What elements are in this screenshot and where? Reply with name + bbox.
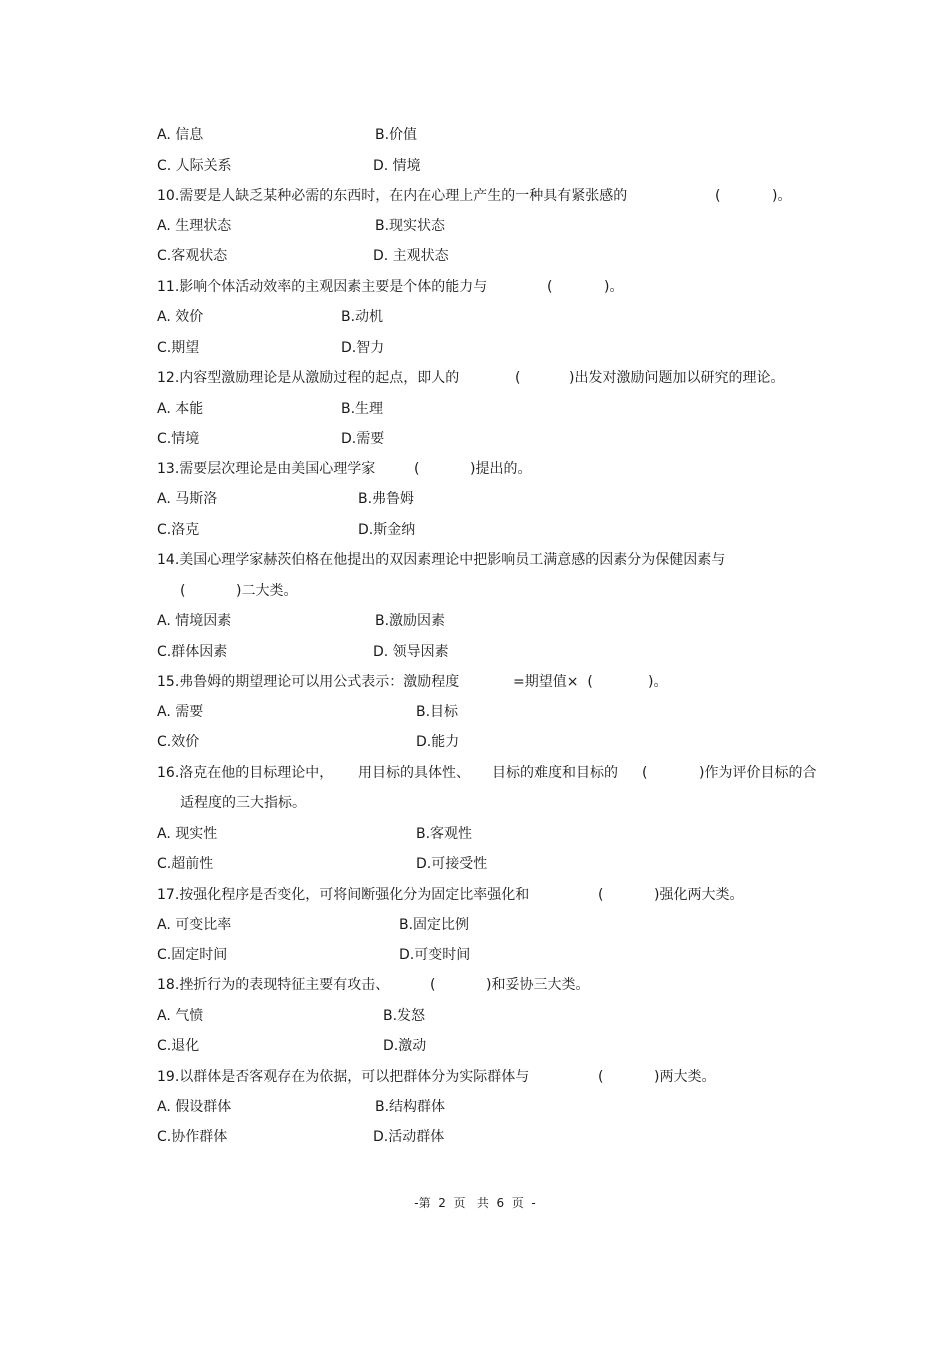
q13-option-b: B.弗鲁姆 [358,491,415,507]
q18-paren: ( [430,977,436,993]
q15-stem: 15.弗鲁姆的期望理论可以用公式表示：激励程度 [157,674,460,690]
q15-option-b: B.目标 [416,704,459,720]
q19-stem: 19.以群体是否客观存在为依据，可以把群体分为实际群体与 [157,1069,530,1085]
q14-tail: )二大类。 [236,583,298,599]
q12-stem: 12.内容型激励理论是从激励过程的起点，即人的 [157,370,460,386]
q16-stem-part2: 用目标的具体性、 [358,765,470,781]
q16-option-c: C.超前性 [157,856,214,872]
q18-option-b: B.发怒 [383,1008,426,1024]
q13-paren: ( [414,461,420,477]
q9-option-b: B.价值 [375,127,418,143]
q14-stem: 14.美国心理学家赫茨伯格在他提出的双因素理论中把影响员工满意感的因素分为保健因素与 [157,552,726,568]
q11-stem: 11.影响个体活动效率的主观因素主要是个体的能力与 [157,279,488,295]
q15-option-c: C.效价 [157,734,200,750]
page-footer: -第 2 页 共 6 页 - [414,1196,536,1210]
q18-option-d: D.激动 [383,1038,427,1054]
q19-option-d: D.活动群体 [373,1129,445,1145]
q13-option-c: C.洛克 [157,522,200,538]
q15-tail: )。 [648,674,668,690]
q16-paren: ( [642,765,648,781]
q17-option-c: C.固定时间 [157,947,228,963]
q16-continuation: 适程度的三大指标。 [180,795,306,811]
q15-option-d: D.能力 [416,734,460,750]
q19-tail: )两大类。 [654,1069,716,1085]
q12-option-a: A. 本能 [157,401,204,417]
q19-option-a: A. 假设群体 [157,1099,232,1115]
q19-paren: ( [598,1069,604,1085]
q17-stem: 17.按强化程序是否变化，可将间断强化分为固定比率强化和 [157,887,530,903]
q19-option-c: C.协作群体 [157,1129,228,1145]
q10-stem: 10.需要是人缺乏某种必需的东西时，在内在心理上产生的一种具有紧张感的 [157,188,628,204]
q11-option-c: C.期望 [157,340,200,356]
q13-tail: )提出的。 [470,461,532,477]
q10-option-b: B.现实状态 [375,218,446,234]
q11-option-d: D.智力 [341,340,385,356]
q18-stem: 18.挫折行为的表现特征主要有攻击、 [157,977,390,993]
q11-option-b: B.动机 [341,309,384,325]
q16-option-d: D.可接受性 [416,856,488,872]
q10-option-a: A. 生理状态 [157,218,232,234]
q14-option-c: C.群体因素 [157,644,228,660]
q16-option-b: B.客观性 [416,826,473,842]
q18-tail: )和妥协三大类。 [486,977,590,993]
q11-tail: )。 [604,279,624,295]
q17-option-d: D.可变时间 [399,947,471,963]
q12-option-b: B.生理 [341,401,384,417]
q14-option-b: B.激励因素 [375,613,446,629]
q18-option-c: C.退化 [157,1038,200,1054]
q12-tail: )出发对激励问题加以研究的理论。 [569,370,785,386]
q10-paren: ( [715,188,721,204]
q13-option-a: A. 马斯洛 [157,491,218,507]
q16-stem-part1: 16.洛克在他的目标理论中， [157,765,334,781]
q16-stem-part3: 目标的难度和目标的 [492,765,618,781]
q9-option-c: C. 人际关系 [157,158,232,174]
q17-paren: ( [598,887,604,903]
q12-option-c: C.情境 [157,431,200,447]
q12-option-d: D.需要 [341,431,385,447]
q17-option-b: B.固定比例 [399,917,470,933]
q16-tail: )作为评价目标的合 [699,765,817,781]
q10-option-d: D. 主观状态 [373,248,449,264]
q15-option-a: A. 需要 [157,704,204,720]
q12-paren: ( [515,370,521,386]
q19-option-b: B.结构群体 [375,1099,446,1115]
q13-option-d: D.斯金纳 [358,522,416,538]
q11-paren: ( [547,279,553,295]
q14-option-d: D. 领导因素 [373,644,449,660]
q10-option-c: C.客观状态 [157,248,228,264]
q16-option-a: A. 现实性 [157,826,218,842]
q9-option-a: A. 信息 [157,127,204,143]
q9-option-d: D. 情境 [373,158,421,174]
q17-option-a: A. 可变比率 [157,917,232,933]
q17-tail: )强化两大类。 [654,887,744,903]
q15-formula: =期望值× ( [513,674,593,690]
q10-tail: )。 [772,188,792,204]
q14-paren: ( [180,583,186,599]
q11-option-a: A. 效价 [157,309,204,325]
q14-option-a: A. 情境因素 [157,613,232,629]
q18-option-a: A. 气愤 [157,1008,204,1024]
q13-stem: 13.需要层次理论是由美国心理学家 [157,461,376,477]
